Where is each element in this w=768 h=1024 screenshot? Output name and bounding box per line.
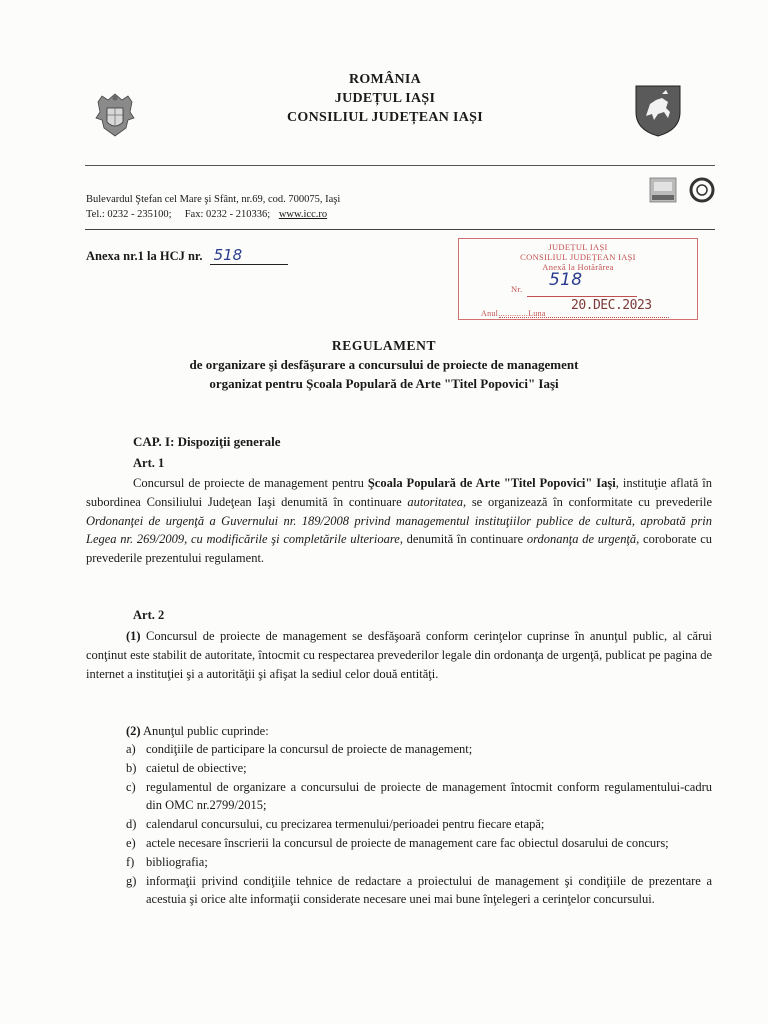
list-item-text: actele necesare înscrierii la concursul de proiecte de management care fac obiectul dosarului de concurs; — [146, 835, 669, 850]
art2-p2-text: Anunţul public cuprinde: — [140, 724, 269, 738]
title-sub1: de organizare şi desfăşurare a concursului de proiecte de management — [189, 357, 579, 372]
iso-certification-icon — [648, 176, 718, 204]
art2-p2-number: (2) — [126, 724, 141, 738]
list-item-letter: g) — [126, 873, 137, 888]
art2-p1-text: Concursul de proiecte de management se desfăşoară conform cerinţelor cuprinse în anunţul public, al cărui conţinut este stabilit de autoritate, întocmit cu respectarea prevederilor legale din ordonanţa de urgenţă, publicat pe pagina de internet a instituţiei şi a autorităţii şi afişat la sediul celor două entităţi. — [86, 629, 712, 681]
address-fax: Fax: 0232 - 210336; — [184, 209, 271, 220]
article-1-paragraph — [86, 474, 712, 568]
address-website-link[interactable]: www.icc.ro — [278, 209, 328, 220]
romania-coat-of-arms-icon — [92, 90, 138, 140]
list-item-letter: f) — [126, 854, 135, 869]
title-main: REGULAMENT — [331, 338, 437, 353]
stamp-line-council: CONSILIUL JUDEȚEAN IAȘI — [520, 252, 636, 262]
article-2-paragraph-1 — [86, 627, 712, 683]
stamp-date: 20.DEC.2023 — [571, 298, 652, 313]
list-item-letter: b) — [126, 760, 137, 775]
stamp-nr-line — [527, 296, 637, 297]
list-item — [86, 740, 712, 759]
document-title — [0, 336, 768, 393]
list-item — [86, 778, 712, 816]
list-item — [86, 759, 712, 778]
art1-text-7: , denumită în continuare — [399, 532, 527, 547]
list-item-letter: c) — [126, 779, 136, 794]
address-block — [86, 192, 340, 222]
art1-text-1: Concursul de proiecte de management pentru — [133, 476, 368, 490]
art2-p1-number: (1) — [126, 629, 141, 643]
list-item — [86, 815, 712, 834]
annex-number-handwritten: 518 — [210, 246, 288, 265]
article-2-heading: Art. 2 — [133, 608, 165, 622]
art1-ordinance-term: ordonanţa de urgenţă — [526, 532, 637, 547]
art1-school-name: Şcoala Populară de Arte "Titel Popovici" Iaşi — [367, 476, 616, 490]
annex-label: Anexa nr.1 la HCJ nr. — [86, 249, 203, 263]
list-item-text: calendarul concursului, cu precizarea termenului/perioadei pentru fiecare etapă; — [146, 817, 545, 832]
list-item-text: bibliografia; — [146, 854, 208, 869]
announcement-contents-list — [86, 740, 712, 909]
art1-text-3: , instituţie aflată în subordinea Consiliului Judeţean Iaşi denumită în continuare — [86, 476, 713, 509]
list-item-letter: a) — [126, 742, 136, 756]
chapter-heading: CAP. I: Dispoziţii generale — [133, 434, 281, 449]
list-item-letter: e) — [126, 835, 136, 850]
address-divider — [85, 229, 715, 230]
list-item-letter: d) — [126, 817, 137, 832]
stamp-nr-label: Nr. — [511, 284, 523, 294]
title-sub2: organizat pentru Şcoala Populară de Arte "Titel Popovici" Iaşi — [209, 376, 559, 391]
art1-text-5: , se organizează în conformitate cu prevederile — [462, 494, 712, 509]
list-item — [86, 834, 712, 853]
stamp-nr-value: 518 — [549, 270, 583, 290]
iasi-county-coat-of-arms-icon — [632, 82, 684, 138]
art1-authority-term: autoritatea — [407, 494, 463, 509]
art1-ordinance-reference: Ordonanţei de urgenţă a Guvernului nr. 189/2008 privind managementul instituţiilor publice de cultură, aprobată prin Legea nr. 269/2009, cu modificările şi completările ulterioare — [86, 513, 712, 547]
registration-stamp — [458, 238, 698, 320]
stamp-line-annex: Anexă la Hotărârea — [542, 262, 614, 272]
header-country: ROMÂNIA — [348, 72, 422, 87]
list-item-text: condiţiile de participare la concursul de proiecte de management; — [146, 742, 473, 756]
list-item — [86, 853, 712, 872]
stamp-year-month-label: Anul.............Luna — [481, 309, 546, 318]
header-divider — [85, 165, 715, 166]
list-item — [86, 872, 712, 910]
article-1-heading: Art. 1 — [133, 456, 165, 470]
address-tel: Tel.: 0232 - 235100; — [86, 209, 172, 220]
annex-reference — [86, 246, 288, 265]
stamp-date-line — [499, 317, 669, 318]
header-county: JUDEȚUL IAȘI — [334, 91, 436, 106]
list-item-text: informaţii privind condiţiile tehnice de redactare a proiectului de management şi condiţiile de prezentare a acestuia şi orice alte informaţii considerate necesare unei mai bune înţelegeri a cerinţelor concursului. — [146, 873, 712, 907]
article-2-paragraph-2 — [86, 722, 712, 741]
document-header — [250, 70, 520, 127]
stamp-line-county: JUDEȚUL IAȘI — [548, 242, 608, 252]
art1-text-9: , coroborate cu prevederile prezentului regulament. — [86, 532, 712, 566]
list-item-text: regulamentul de organizare a concursului de proiecte de management întocmit conform regulamentului-cadru din OMC nr.2799/2015; — [146, 779, 712, 813]
list-item-text: caietul de obiective; — [146, 760, 247, 775]
header-council: CONSILIUL JUDEȚEAN IAȘI — [287, 110, 483, 125]
address-street: Bulevardul Ştefan cel Mare şi Sfânt, nr.69, cod. 700075, Iaşi — [86, 194, 341, 205]
